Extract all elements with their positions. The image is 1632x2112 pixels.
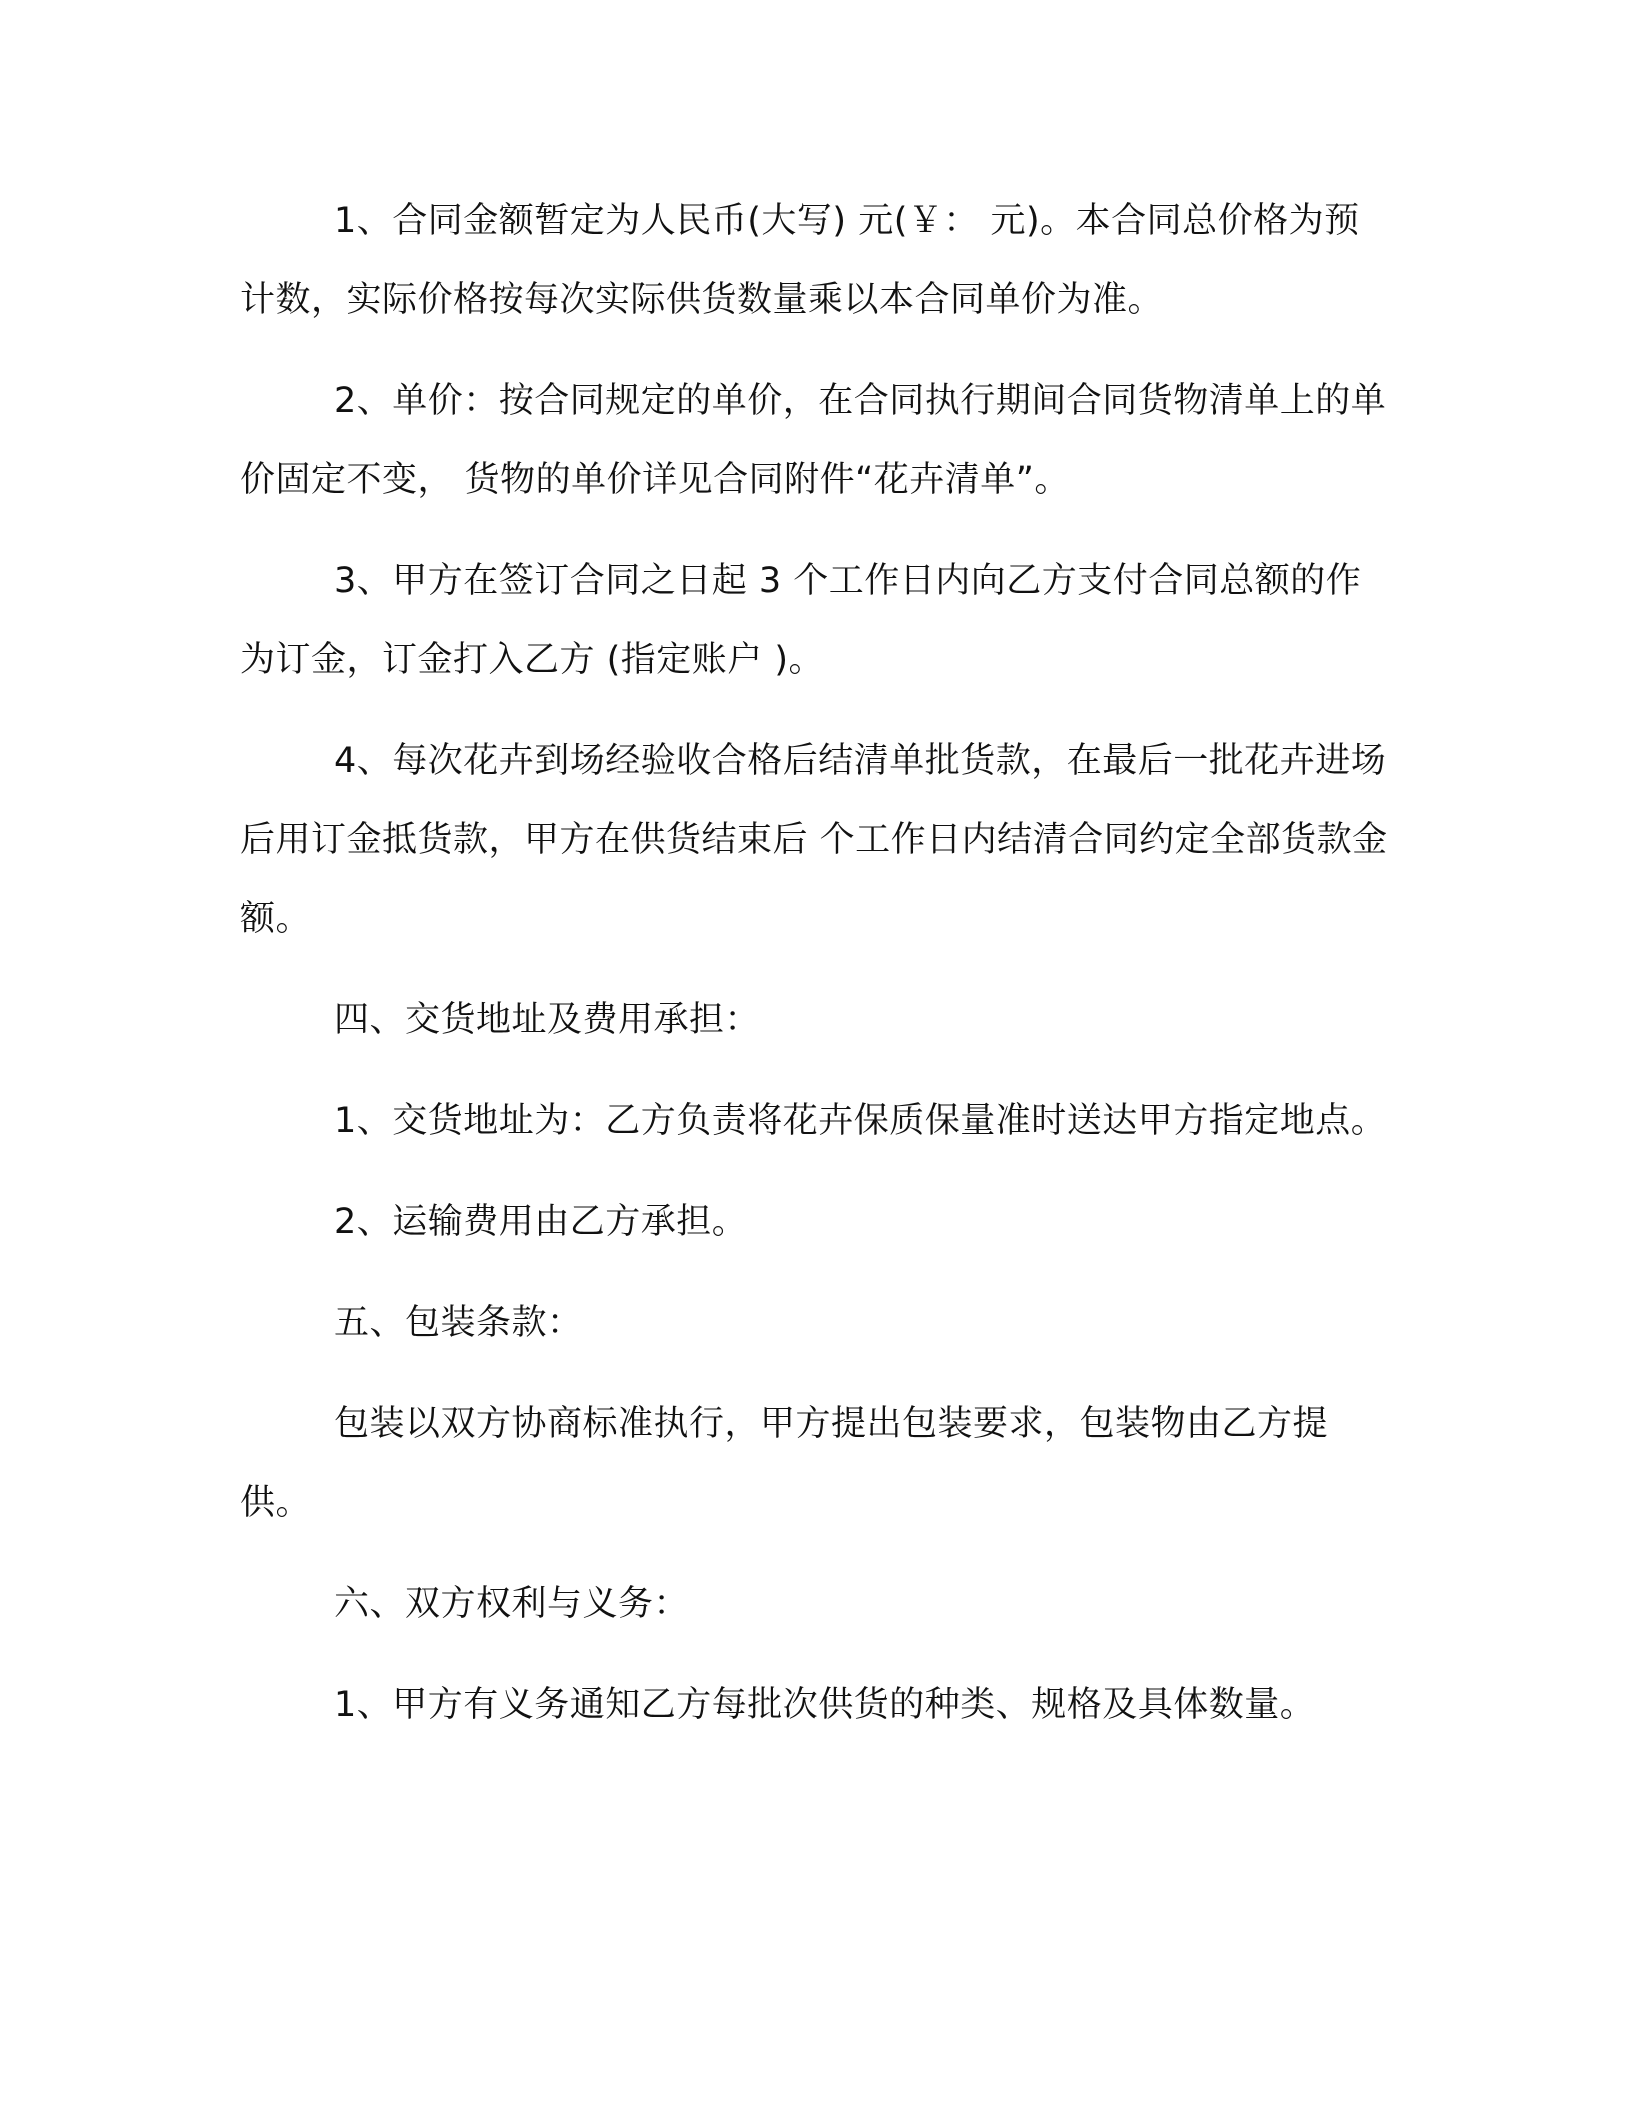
clause-payment-settlement: 4、每次花卉到场经验收合格后结清单批货款，在最后一批花卉进场后用订金抵货款，甲方在供货结束后 个工作日内结清合同约定全部货款金额。 xyxy=(240,741,1388,939)
clause-deposit: 3、甲方在签订合同之日起 3 个工作日内向乙方支付合同总额的作为订金，订金打入乙方 (指定账户 )。 xyxy=(240,561,1362,680)
document-body xyxy=(240,182,1390,1745)
clause-contract-amount: 1、合同金额暂定为人民币(大写) 元(￥： 元)。本合同总价格为预计数，实际价格按每次实际供货数量乘以本合同单价为准。 xyxy=(240,201,1360,320)
section-heading-delivery: 四、交货地址及费用承担： xyxy=(334,1000,761,1040)
clause-transport-cost: 2、运输费用由乙方承担。 xyxy=(334,1202,748,1242)
clause-unit-price: 2、单价：按合同规定的单价，在合同执行期间合同货物清单上的单价固定不变， 货物的单价详见合同附件“花卉清单”。 xyxy=(240,381,1387,500)
clause-party-a-notice: 1、甲方有义务通知乙方每批次供货的种类、规格及具体数量。 xyxy=(334,1685,1316,1725)
section-heading-packaging: 五、包装条款： xyxy=(334,1303,583,1343)
section-heading-rights-obligations: 六、双方权利与义务： xyxy=(334,1584,690,1624)
clause-packaging: 包装以双方协商标准执行，甲方提出包装要求，包装物由乙方提供。 xyxy=(240,1404,1329,1523)
clause-delivery-address: 1、交货地址为：乙方负责将花卉保质保量准时送达甲方指定地点。 xyxy=(334,1101,1387,1141)
